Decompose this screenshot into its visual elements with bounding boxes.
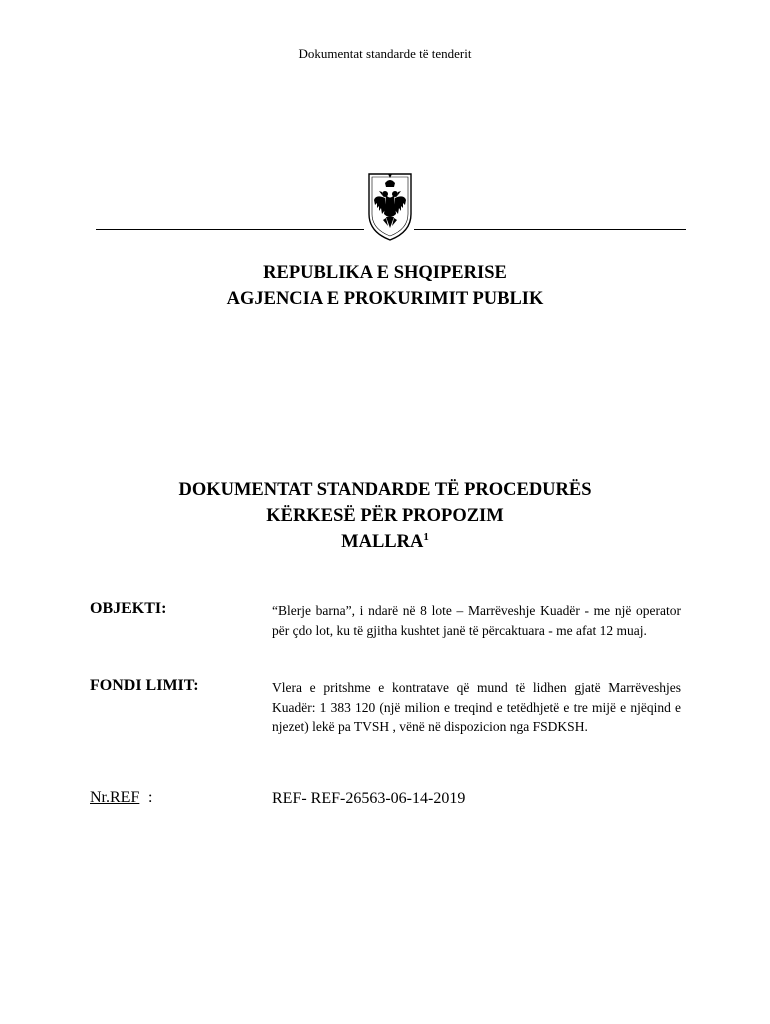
objekti-value: “Blerje barna”, i ndarë në 8 lote – Marrëveshje Kuadër - me një operator për çdo lot, ku të gjitha kushtet janë të përcaktuara - me afat 12 muaj.	[272, 603, 681, 638]
ref-label	[90, 789, 139, 807]
ref-value: REF- REF-26563-06-14-2019	[272, 790, 466, 807]
document-title	[0, 477, 770, 555]
document-title-line2: KËRKESË PËR PROPOZIM	[266, 506, 504, 526]
document-title-line3	[0, 529, 770, 555]
header-rule-left	[96, 229, 364, 230]
objekti-label: OBJEKTI:	[90, 600, 167, 617]
coat-of-arms-icon	[366, 170, 414, 242]
fondi-limit-label: FONDI LIMIT:	[90, 677, 199, 694]
ref-label-text: Nr.REF	[90, 789, 140, 806]
fondi-limit-value: Vlera e pritshme e kontratave që mund të lidhen gjatë Marrëveshjes Kuadër: 1 383 120 (një milion e treqind e tetëdhjetë e tre mijë e njëqind e njezet) lekë pa TVSH , vënë në dispozicion nga FSDKSH.	[272, 680, 681, 734]
footnote-mark: 1	[423, 530, 429, 543]
document-title-line1: DOKUMENTAT STANDARDE TË PROCEDURËS	[178, 480, 592, 500]
ref-label-colon: :	[148, 789, 153, 806]
running-header: Dokumentat standarde të tenderit	[298, 46, 472, 61]
country-name: REPUBLIKA E SHQIPERISE	[263, 263, 507, 283]
document-type: MALLRA	[341, 532, 424, 552]
header-rule-right	[414, 229, 686, 230]
agency-heading	[0, 260, 770, 312]
agency-name: AGJENCIA E PROKURIMIT PUBLIK	[226, 289, 544, 309]
